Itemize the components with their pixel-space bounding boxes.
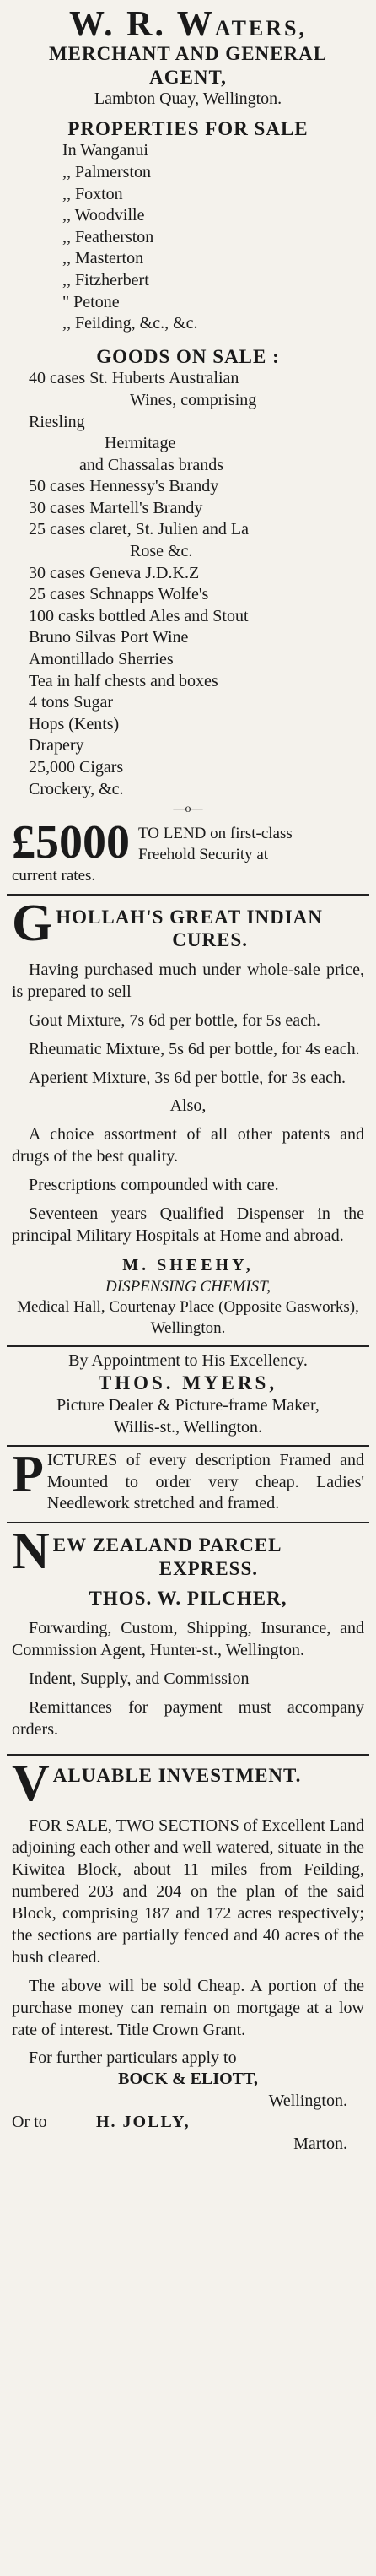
- nz-title: EW ZEALAND PARCEL: [52, 1534, 282, 1556]
- property-item: " Petone: [62, 292, 120, 311]
- investment-orto: Or to: [12, 2113, 47, 2132]
- nz-name: THOS. W. PILCHER,: [89, 1588, 287, 1610]
- investment-text2: The above will be sold Cheap. A portion of the purchase money can remain on mortgage at a low rate of interest. Title Crown Grant.: [12, 1976, 364, 2039]
- investment-orto-row: [12, 2112, 364, 2134]
- loan-text2: Freehold Security at: [138, 845, 269, 863]
- goods-item: 30 cases Geneva J.D.K.Z: [29, 563, 200, 582]
- loan-text: [138, 819, 293, 865]
- property-item: ,, Foxton: [62, 184, 123, 203]
- ghollah-prescriptions: Prescriptions compounded with care.: [29, 1176, 279, 1195]
- properties-list: [12, 140, 364, 334]
- investment-ad: [7, 1756, 369, 2162]
- goods-list: [12, 368, 364, 800]
- ghollah-also: Also,: [169, 1096, 207, 1115]
- nz-parcel-ad: [7, 1523, 369, 1756]
- nz-indent: Indent, Supply, and Commission: [29, 1669, 250, 1688]
- goods-item: 25 cases Schnapps Wolfe's: [29, 585, 209, 604]
- nz-text: Forwarding, Custom, Shipping, Insurance, and Commission Agent, Hunter-st., Wellington.: [12, 1618, 364, 1659]
- myers-address: Willis-st., Wellington.: [113, 1417, 263, 1437]
- myers-ad: [7, 1347, 369, 1447]
- pictures-text: ICTURES of every description Framed and Mounted to order very cheap. Ladies' Needlework stretched and framed.: [46, 1451, 364, 1513]
- property-item: ,, Masterton: [62, 249, 144, 268]
- ghollah-name: M. SHEEHY,: [122, 1256, 254, 1275]
- goods-item: 30 cases Martell's Brandy: [29, 498, 203, 517]
- ghollah-header: [12, 899, 364, 952]
- title-w: W: [176, 5, 215, 44]
- investment-text: FOR SALE, TWO SECTIONS of Excellent Land adjoining each other and well watered, situate in the Kiwitea Block, about 11 miles from Feilding, numbered 203 and 204 on the plan of the said Block, comprising 187 and 172 acres respectively; the sections are partially fenced and 40 acres of the bush cleared.: [12, 1816, 364, 1967]
- investment-header: [12, 1759, 364, 1808]
- property-item: ,, Palmerston: [62, 162, 151, 181]
- investment-agent2: H. JOLLY,: [96, 2113, 191, 2132]
- goods-item: 50 cases Hennessy's Brandy: [29, 477, 219, 496]
- goods-heading: GOODS ON SALE :: [96, 345, 280, 367]
- property-item: In Wanganui: [62, 141, 148, 160]
- waters-address: Lambton Quay, Wellington.: [94, 89, 282, 109]
- goods-item: Drapery: [29, 736, 84, 755]
- property-item: ,, Feilding, &c., &c.: [62, 314, 198, 333]
- properties-heading: PROPERTIES FOR SALE: [67, 117, 309, 139]
- waters-subtitle2: AGENT,: [149, 66, 227, 88]
- investment-agent2-place: Marton.: [293, 2134, 347, 2153]
- myers-appointment: By Appointment to His Excellency.: [68, 1350, 308, 1370]
- pictures-dropcap: P: [12, 1450, 44, 1504]
- title-aters: ATERS,: [214, 16, 308, 41]
- goods-item: 4 tons Sugar: [29, 693, 113, 712]
- ghollah-item: Rheumatic Mixture, 5s 6d per bottle, for 4s each.: [29, 1039, 360, 1058]
- nz-header: [12, 1527, 364, 1580]
- myers-name: THOS. MYERS,: [98, 1372, 278, 1394]
- goods-item: Hops (Kents): [29, 714, 120, 733]
- loan-text1: TO LEND on first-class: [138, 825, 293, 843]
- goods-item: Tea in half chests and boxes: [29, 671, 218, 690]
- goods-item: 25 cases claret, St. Julien and La: [29, 520, 250, 539]
- ghollah-ad: [7, 896, 369, 1347]
- investment-apply: For further particulars apply to: [29, 2048, 237, 2067]
- ornament-rule: —o—: [173, 803, 203, 816]
- property-item: ,, Featherston: [62, 227, 154, 246]
- investment-agent1-place: Wellington.: [268, 2091, 347, 2110]
- title-initial-r: R.: [126, 5, 166, 44]
- property-item: ,, Woodville: [62, 206, 145, 225]
- ghollah-intro: Having purchased much under whole-sale price, is prepared to sell—: [12, 960, 364, 1001]
- waters-title: [12, 7, 364, 42]
- loan-text3: current rates.: [12, 867, 96, 885]
- waters-ad: [7, 3, 369, 896]
- property-item: ,, Fitzherbert: [62, 270, 149, 290]
- goods-item: 40 cases St. Huberts Australian: [29, 369, 239, 388]
- goods-item: Riesling: [29, 412, 85, 431]
- title-initial-w: W.: [68, 5, 115, 44]
- goods-item: Amontillado Sherries: [29, 650, 174, 669]
- nz-title2: EXPRESS.: [158, 1557, 259, 1579]
- goods-item: and Chassalas brands: [79, 455, 224, 474]
- investment-dropcap: V: [12, 1758, 50, 1808]
- goods-item: 25,000 Cigars: [29, 758, 124, 777]
- goods-item: Crockery, &c.: [29, 779, 124, 798]
- goods-item: Bruno Silvas Port Wine: [29, 628, 189, 647]
- ghollah-role: DISPENSING CHEMIST,: [105, 1277, 271, 1296]
- nz-remittances: Remittances for payment must accompany orders.: [12, 1697, 364, 1739]
- ghollah-item: Aperient Mixture, 3s 6d per bottle, for 3s each.: [29, 1068, 346, 1087]
- goods-item: Wines, comprising: [130, 390, 257, 409]
- ghollah-address: Medical Hall, Courtenay Place (Opposite Gasworks), Wellington.: [17, 1298, 359, 1337]
- myers-trade: Picture Dealer & Picture-frame Maker,: [56, 1396, 320, 1415]
- goods-item: 100 casks bottled Ales and Stout: [29, 606, 249, 625]
- ghollah-title2: CURES.: [172, 929, 248, 951]
- loan-block: [12, 816, 364, 869]
- nz-dropcap: N: [12, 1526, 50, 1580]
- ghollah-title: HOLLAH'S GREAT INDIAN: [56, 906, 323, 928]
- newspaper-column: [7, 0, 369, 2162]
- ghollah-dropcap: G: [12, 898, 53, 952]
- goods-item: Hermitage: [105, 434, 176, 453]
- pictures-text-block: [12, 1450, 364, 1515]
- pictures-ad: [7, 1447, 369, 1523]
- ghollah-also-text: A choice assortment of all other patents and drugs of the best quality.: [12, 1125, 364, 1166]
- goods-item: Rose &c.: [130, 542, 193, 561]
- ghollah-experience: Seventeen years Qualified Dispenser in the principal Military Hospitals at Home and abroad.: [12, 1204, 364, 1246]
- investment-title: ALUABLE INVESTMENT.: [52, 1764, 302, 1786]
- ghollah-item: Gout Mixture, 7s 6d per bottle, for 5s each.: [29, 1010, 321, 1030]
- waters-subtitle1: MERCHANT AND GENERAL: [48, 43, 328, 64]
- loan-amount: £5000: [12, 816, 130, 869]
- investment-agent1: BOCK & ELIOTT,: [118, 2070, 258, 2089]
